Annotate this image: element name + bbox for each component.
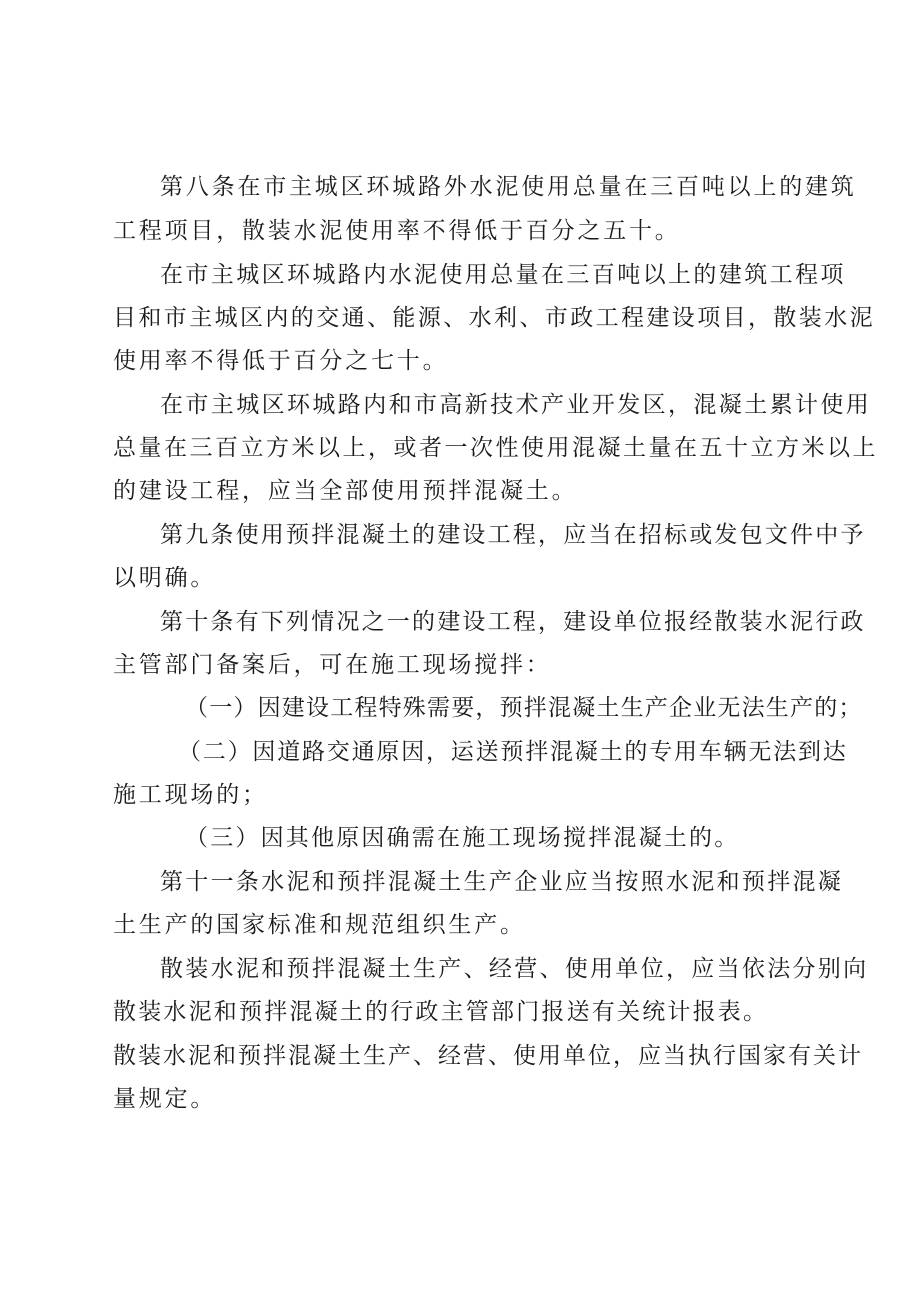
- text-line: 施工现场的；: [113, 782, 268, 808]
- text-line: 以明确。: [113, 565, 217, 591]
- text-line: 的建设工程，应当全部使用预拌混凝土。: [113, 478, 578, 504]
- text-line: 在市主城区环城路内水泥使用总量在三百吨以上的建筑工程项: [160, 262, 846, 288]
- text-line: （二）因道路交通原因，运送预拌混凝土的专用车辆无法到达: [178, 739, 848, 765]
- text-line: 第十条有下列情况之一的建设工程，建设单位报经散装水泥行政: [160, 609, 866, 635]
- text-line: 主管部门备案后，可在施工现场搅拌：: [113, 652, 552, 678]
- text-line: 在市主城区环城路内和市高新技术产业开发区，混凝土累计使用: [160, 392, 872, 418]
- text-line: 总量在三百立方米以上，或者一次性使用混凝土量在五十立方米以上: [113, 435, 878, 461]
- text-line: 目和市主城区内的交通、能源、水利、市政工程建设项目，散装水泥: [113, 305, 875, 331]
- text-line: 散装水泥和预拌混凝土的行政主管部门报送有关统计报表。: [113, 999, 769, 1025]
- text-line: 土生产的国家标准和规范组织生产。: [113, 912, 526, 938]
- text-line: 使用率不得低于百分之七十。: [113, 348, 449, 374]
- text-line: 第九条使用预拌混凝土的建设工程，应当在招标或发包文件中予: [160, 522, 866, 548]
- text-line: （一）因建设工程特殊需要，预拌混凝土生产企业无法生产的；: [185, 695, 863, 721]
- text-line: 第十一条水泥和预拌混凝土生产企业应当按照水泥和预拌混凝: [160, 869, 844, 895]
- text-line: 工程项目，散装水泥使用率不得低于百分之五十。: [113, 218, 681, 244]
- text-line: 散装水泥和预拌混凝土生产、经营、使用单位，应当依法分别向: [160, 956, 869, 982]
- text-line: 散装水泥和预拌混凝土生产、经营、使用单位，应当执行国家有关计: [113, 1043, 863, 1069]
- text-line: （三）因其他原因确需在施工现场搅拌混凝土的。: [185, 825, 740, 851]
- text-line: 量规定。: [113, 1086, 217, 1112]
- text-line: 第八条在市主城区环城路外水泥使用总量在三百吨以上的建筑: [160, 174, 857, 200]
